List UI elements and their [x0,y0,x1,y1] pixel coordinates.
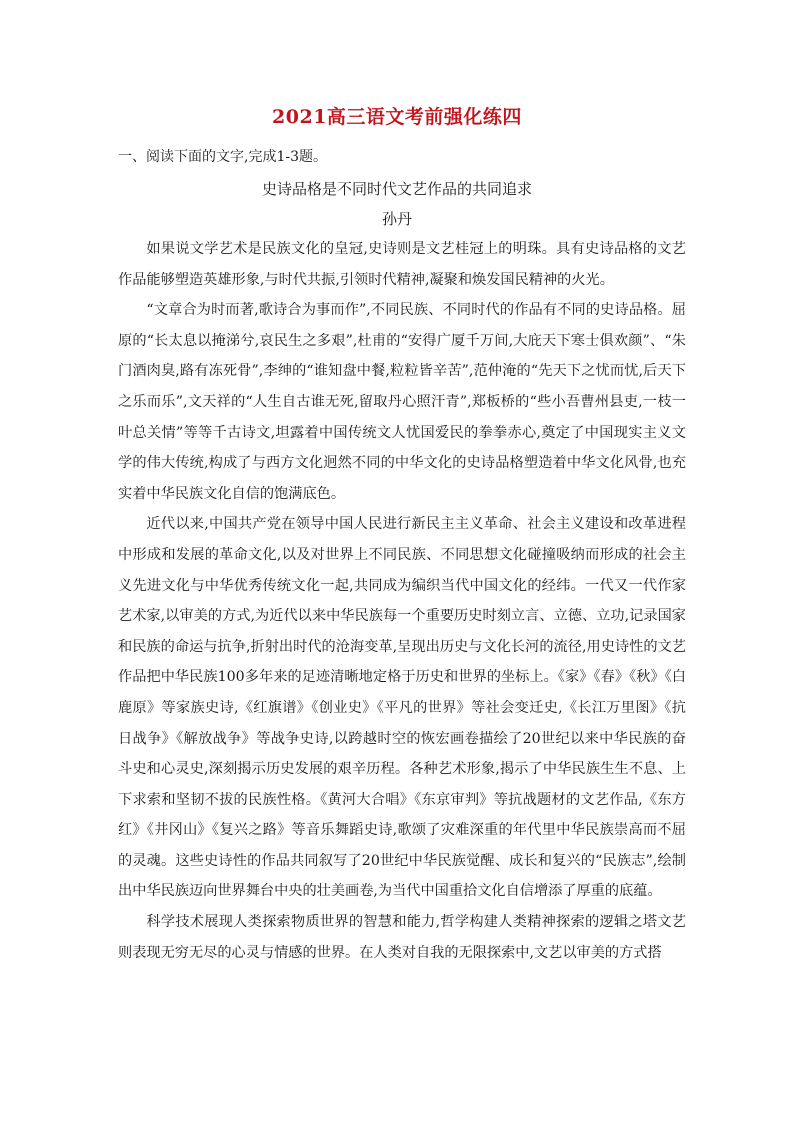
paragraph: 近代以来,中国共产党在领导中国人民进行新民主主义革命、社会主义建设和改革进程中形成和发展的革命文化,以及对世界上不同民族、不同思想文化碰撞吸纳而形成的社会主义先进文化与中华优秀传统文化一起,共同成为编织当代中国文化的经纬。一代又一代作家艺术家,以审美的方式,为近代以来中华民族每一个重要历史时刻立言、立德、立功,记录国家和民族的命运与抗争,折射出时代的沧海变革,呈现出历史与文化长河的流径,用史诗性的文艺作品把中华民族100多年来的足迹清晰地定格于历史和世界的坐标上。《家》《春》《秋》《白鹿原》等家族史诗,《红旗谱》《创业史》《平凡的世界》等社会变迁史,《长江万里图》《抗日战争》《解放战争》等战争史诗,以跨越时空的恢宏画卷描绘了20世纪以来中华民族的奋斗史和心灵史,深刻揭示历史发展的艰辛历程。各种艺术形象,揭示了中华民族生生不息、上下求索和坚韧不拔的民族性格。《黄河大合唱》《东京审判》等抗战题材的文艺作品,《东方红》《井冈山》《复兴之路》等音乐舞蹈史诗,歌颂了灾难深重的年代里中华民族崇高而不屈的灵魂。这些史诗性的作品共同叙写了20世纪中华民族觉醒、成长和复兴的“民族志”,绘制出中华民族迈向世界舞台中央的壮美画卷,为当代中国重拾文化自信增添了厚重的底蕴。 [118,516,686,900]
section-heading: 一、阅读下面的文字,完成1-3题。 [118,149,327,165]
document-title: 2021高三语文考前强化练四 [272,106,522,128]
article-author: 孙丹 [381,210,412,228]
article-title: 史诗品格是不同时代文艺作品的共同追求 [261,180,532,198]
paragraph: “文章合为时而著,歌诗合为事而作”,不同民族、不同时代的作品有不同的史诗品格。屈原的“长太息以掩涕兮,哀民生之多艰”,杜甫的“安得广厦千万间,大庇天下寒士俱欢颜”、“朱门酒肉臭,路有冻死骨”,李绅的“谁知盘中餐,粒粒皆辛苦”,范仲淹的“先天下之忧而忧,后天下之乐而乐”,文天祥的“人生自古谁无死,留取丹心照汗青”,郑板桥的“些小吾曹州县吏,一枝一叶总关情”等等千古诗文,坦露着中国传统文人忧国爱民的拳拳赤心,奠定了中国现实主义文学的伟大传统,构成了与西方文化迥然不同的中华文化的史诗品格塑造着中华文化风骨,也充实着中华民族文化自信的饱满底色。 [118,302,686,502]
paragraph: 科学技术展现人类探索物质世界的智慧和能力,哲学构建人类精神探索的逻辑之塔文艺则表现无穷无尽的心灵与情感的世界。在人类对自我的无限探索中,文艺以审美的方式搭 [118,914,686,961]
paragraph: 如果说文学艺术是民族文化的皇冠,史诗则是文艺桂冠上的明珠。具有史诗品格的文艺作品能够塑造英雄形象,与时代共振,引领时代精神,凝聚和焕发国民精神的火光。 [118,241,686,288]
article-body [118,234,686,968]
